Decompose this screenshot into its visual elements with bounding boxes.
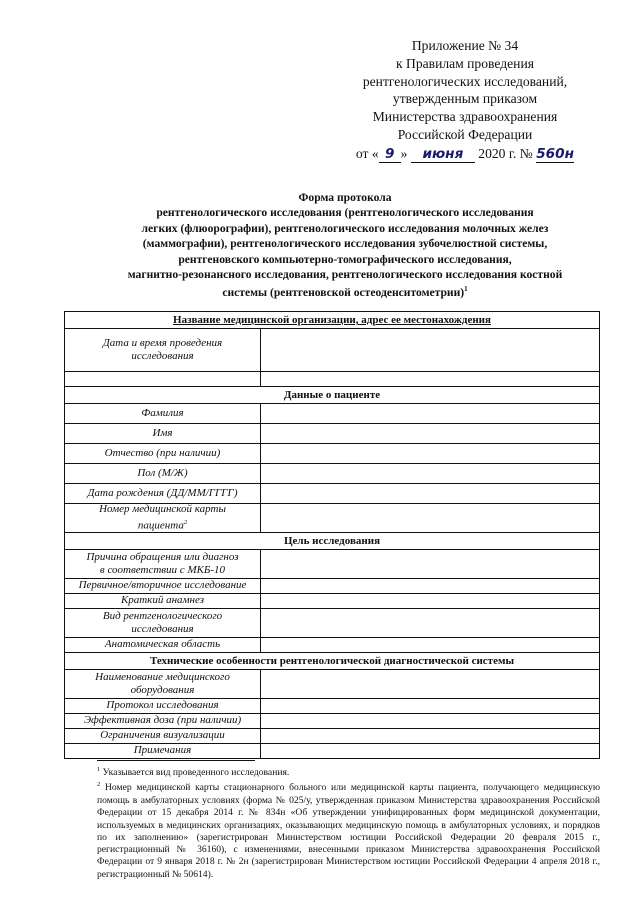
footnotes <box>97 764 600 881</box>
form-row-study-type: Вид рентгенологического исследования <box>65 609 599 638</box>
field-value-dose[interactable] <box>261 714 599 728</box>
form-title: Форма протокола рентгенологического исследования (рентгенологического исследования легких (флюорографии), рентгенологического исследования молочных желез (маммографии), рентгенологического исследования зубочелюстной системы, рентгеновского компьютерно-томографического исследования, магнитно-резонансного исследования, рентгенологического исследования костной системы (рентгеновской остеоденситометрии)$^1$ <box>127 191 563 300</box>
header-line: рентгенологических исследований, <box>362 73 568 89</box>
form-row-blank <box>65 372 599 387</box>
form-row-area: Анатомическая область <box>65 638 599 653</box>
field-value-notes[interactable] <box>261 744 599 758</box>
form-row-surname: Фамилия <box>65 404 599 424</box>
form-row-card-number: Номер медицинской карты пациента$^2$ <box>65 504 599 533</box>
form-row-protocol: Протокол исследования <box>65 699 599 714</box>
form-row-dose: Эффективная доза (при наличии) <box>65 714 599 729</box>
field-value-name[interactable] <box>261 424 599 443</box>
handwritten-order-number: 560н <box>536 145 574 162</box>
field-value-date[interactable] <box>261 329 599 371</box>
form-row-birth-date: Дата рождения (ДД/ММ/ГГГГ) <box>65 484 599 504</box>
form-row-sex: Пол (М/Ж) <box>65 464 599 484</box>
field-value-birth-date[interactable] <box>261 484 599 503</box>
order-date-line: от « 9 » июня 2020 г. № 560н <box>355 145 574 162</box>
field-value-surname[interactable] <box>261 404 599 423</box>
protocol-form-table <box>64 311 600 759</box>
field-value-sex[interactable] <box>261 464 599 483</box>
header-line: к Правилам проведения <box>396 55 534 71</box>
footnote-2: $^2$ Номер медицинской карты стационарного больного или медицинской карты пациента, получающего медицинскую помощь в амбулаторных условиях (форма № 025/у, утвержденная приказом Министерства здравоохранения Российской Федерации от 15 декабря 2014 г. № 834н «Об утверждении унифицированных форм медицинской документации, используемых в медицинских организациях, оказывающих медицинскую помощь в амбулаторных условиях, и порядков по их заполнению» (зарегистрирован Министерством юстиции Российской Федерации 20 февраля 2015 г., регистрационный № 36160), с изменениями, внесенными приказом Министерства здравоохранения Российской Федерации от 9 января 2018 г. № 2н (зарегистрирован Министерством юстиции Российской Федерации 4 апреля 2018 г., регистрационный № 50614). <box>97 781 600 880</box>
footnote-1: $^1$ Указывается вид проведенного исследования. <box>97 766 290 779</box>
form-row-primary: Первичное/вторичное исследование <box>65 579 599 594</box>
form-row-anamnesis: Краткий анамнез <box>65 594 599 609</box>
form-row-notes: Примечания <box>65 744 599 758</box>
section-patient: Данные о пациенте <box>65 387 599 404</box>
form-row-equipment: Наименование медицинского оборудования <box>65 670 599 699</box>
form-row-limits: Ограничения визуализации <box>65 729 599 744</box>
footnote-ref-2: 2 <box>183 519 188 527</box>
section-technical: Технические особенности рентгенологической диагностической системы <box>65 653 599 670</box>
appendix-number: Приложение № 34 <box>411 38 519 53</box>
handwritten-day: 9 <box>379 147 401 163</box>
field-label-date: Дата и время проведения исследования <box>65 329 261 371</box>
form-row-patronymic: Отчество (при наличии) <box>65 444 599 464</box>
field-value-reason[interactable] <box>261 550 599 578</box>
form-row-date <box>65 329 599 372</box>
form-row-reason: Причина обращения или диагноз в соответствии с МКБ-10 <box>65 550 599 579</box>
field-value-primary[interactable] <box>261 579 599 593</box>
field-value-area[interactable] <box>261 638 599 652</box>
header-line: утвержденным приказом <box>392 91 538 107</box>
handwritten-month: июня <box>411 147 475 163</box>
field-value-limits[interactable] <box>261 729 599 743</box>
footnote-ref-1: 1 <box>464 285 468 294</box>
header-line: Министерства здравоохранения <box>372 109 558 125</box>
document-header <box>330 37 600 163</box>
form-row-name: Имя <box>65 424 599 444</box>
field-value-card-number[interactable] <box>261 504 599 532</box>
field-value-protocol[interactable] <box>261 699 599 713</box>
footnote-separator <box>97 760 255 761</box>
header-line: Российской Федерации <box>397 126 533 142</box>
section-purpose: Цель исследования <box>65 533 599 550</box>
field-value-patronymic[interactable] <box>261 444 599 463</box>
field-value-anamnesis[interactable] <box>261 594 599 608</box>
field-value-study-type[interactable] <box>261 609 599 637</box>
section-organization: Название медицинской организации, адрес ее местонахождения <box>65 312 599 329</box>
field-value-equipment[interactable] <box>261 670 599 698</box>
